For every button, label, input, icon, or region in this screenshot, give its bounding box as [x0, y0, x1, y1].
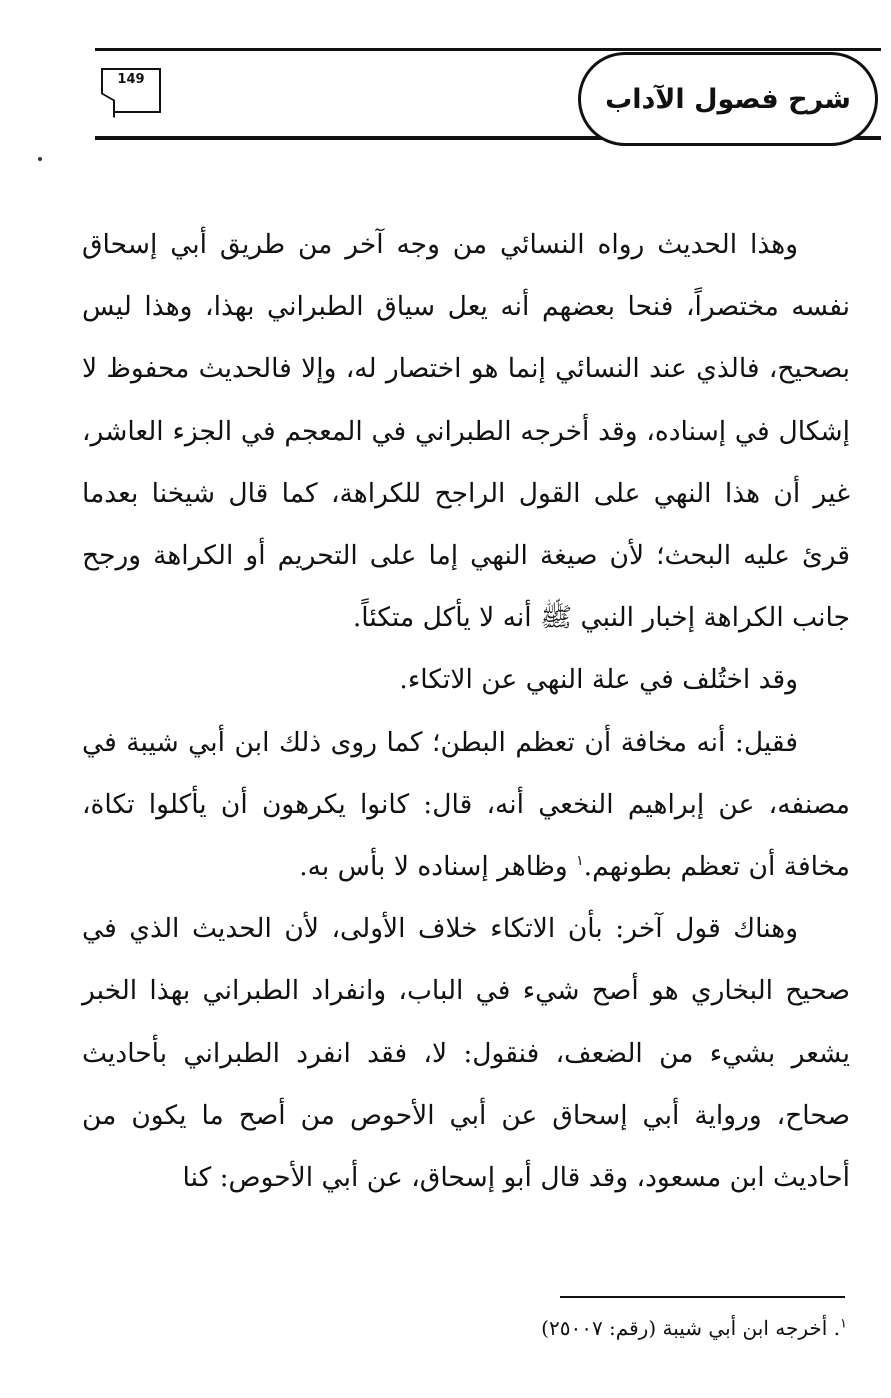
paragraph-3 [82, 712, 850, 899]
page-body [82, 214, 850, 1209]
footnote [541, 1316, 847, 1340]
footnote-reference[interactable]: ١ [576, 853, 584, 870]
footnote-separator [560, 1296, 845, 1298]
book-title: شرح فصول الآداب [605, 83, 851, 115]
footnote-mark: ١ [840, 1316, 847, 1332]
paragraph-2: وقد اختُلف في علة النهي عن الاتكاء. [399, 664, 798, 696]
footnote-text: . أخرجه ابن أبي شيبة (رقم: ٢٥٠٠٧) [541, 1316, 841, 1340]
title-frame [578, 52, 878, 146]
header-top-rule [95, 48, 881, 51]
scan-dot [38, 157, 42, 161]
paragraph-3-tail: وظاهر إسناده لا بأس به. [299, 851, 577, 883]
page-number: 149 [117, 72, 145, 87]
paragraph-1: وهذا الحديث رواه النسائي من وجه آخر من طريق أبي إسحاق نفسه مختصراً، فنحا بعضهم أنه يعل سياق الطبراني بهذا، وهذا ليس بصحيح، فالذي عند النسائي إنما هو اختصار له، وإلا فالحديث محفوظ لا إشكال في إسناده، وقد أخرجه الطبراني في المعجم في الجزء العاشر، غير أن هذا النهي على القول الراجح للكراهة، كما قال شيخنا بعدما قرئ عليه البحث؛ لأن صيغة النهي إما على التحريم أو الكراهة ورجح جانب الكراهة إخبار النبي ﷺ أنه لا يأكل متكئاً. [82, 229, 850, 634]
paragraph-4: وهناك قول آخر: بأن الاتكاء خلاف الأولى، لأن الحديث الذي في صحيح البخاري هو أصح شيء في الباب، وانفراد الطبراني بهذا الخبر يشعر بشيء من الضعف، فنقول: لا، فقد انفرد الطبراني بأحاديث صحاح، ورواية أبي إسحاق عن أبي الأحوص من أصح ما يكون من أحاديث ابن مسعود، وقد قال أبو إسحاق، عن أبي الأحوص: كنا [82, 913, 850, 1194]
paragraph-3-text: فقيل: أنه مخافة أن تعظم البطن؛ كما روى ذلك ابن أبي شيبة في مصنفه، عن إبراهيم النخعي أنه، قال: كانوا يكرهون أن يأكلوا تكاة، مخافة أن تعظم بطونهم. [82, 726, 850, 883]
